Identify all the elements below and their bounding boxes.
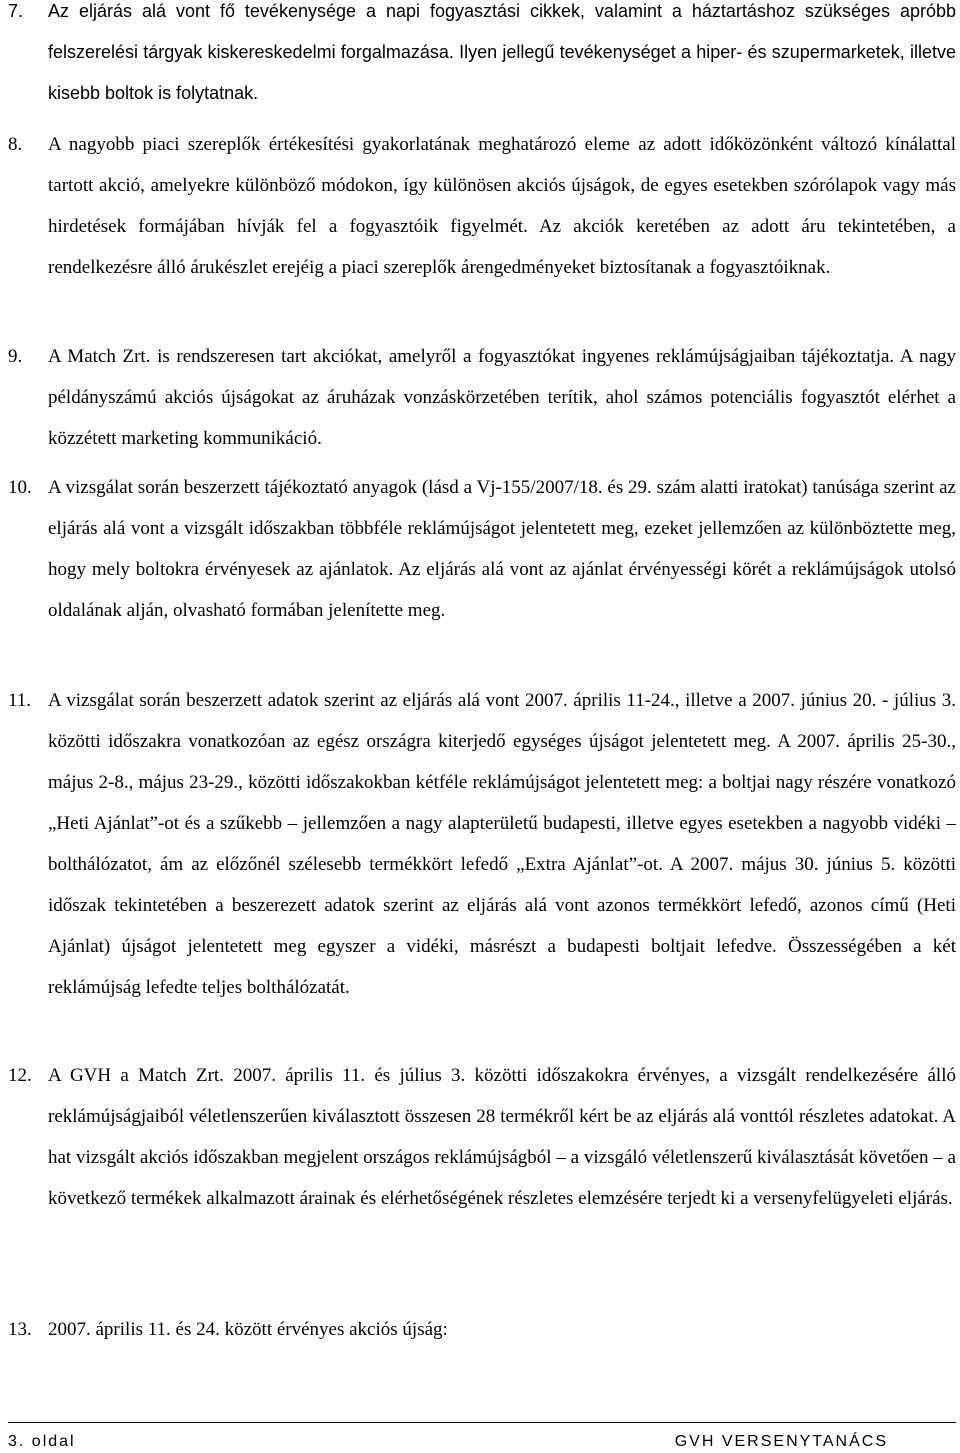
paragraph-text: A vizsgálat során beszerzett adatok szerint az eljárás alá vont 2007. április 11-24., illetve a 2007. június 20. - július 3. közötti időszakra vonatkozóan az egész országra kiterjedő egységes újságot jelentetett meg. A 2007. április 25-30., május 2-8., május 23-29., közötti időszakokban kétféle reklámújságot jelentetett meg: a boltjai nagy részére vonatkozó „Heti Ajánlat”-ot és a szűkebb – jellemzően a nagy alapterületű budapesti, illetve egyes esetekben a nagyobb vidéki – bolthálózatot, ám az előzőnél szélesebb termékkört lefedő „Extra Ajánlat”-ot. A 2007. május 30. június 5. közötti időszak tekintetében a beszerezett adatok szerint az eljárás alá vont azonos termékkört lefedő, azonos című (Heti Ajánlat) újságot jelentetett meg egyszer a vidéki, másrészt a budapesti boltjait lefedve. Összességében a két reklámújság lefedte teljes bolthálózatát. <box>48 690 956 998</box>
paragraph-text: A nagyobb piaci szereplők értékesítési gyakorlatának meghatározó eleme az adott időközönként változó kínálattal tartott akció, amelyekre különböző módokon, így különösen akciós újságok, de egyes esetekben szórólapok vagy más hirdetések formájában hívják fel a fogyasztóik figyelmét. Az akciók keretében az adott áru tekintetében, a rendelkezésre álló árukészlet erejéig a piaci szereplők árengedményeket biztosítanak a fogyasztóiknak. <box>48 134 956 278</box>
paragraph-11 <box>8 680 956 1008</box>
paragraph-12 <box>8 1055 956 1219</box>
paragraph-text: 2007. április 11. és 24. között érvényes akciós újság: <box>48 1319 448 1340</box>
paragraph-13 <box>8 1309 956 1350</box>
paragraph-text: Az eljárás alá vont fő tevékenysége a napi fogyasztási cikkek, valamint a háztartáshoz szükséges apróbb felszerelési tárgyak kiskereskedelmi forgalmazása. Ilyen jellegű tevékenységet a hiper- és szupermarketek, illetve kisebb boltok is folytatnak. <box>48 1 956 103</box>
paragraph-8 <box>8 124 956 288</box>
paragraph-number: 8. <box>8 134 23 155</box>
paragraph-number: 10. <box>8 477 32 498</box>
paragraph-text: A vizsgálat során beszerzett tájékoztató anyagok (lásd a Vj-155/2007/18. és 29. szám alatti iratokat) tanúsága szerint az eljárás alá vont a vizsgált időszakban többféle reklámújságot jelentetett meg, ezeket jellemzően az különböztette meg, hogy mely boltokra érvényesek az ajánlatok. Az eljárás alá vont az ajánlat érvényességi körét a reklámújságok utolsó oldalának alján, olvasható formában jelenítette meg. <box>48 477 956 621</box>
paragraph-10 <box>8 467 956 631</box>
paragraph-7 <box>8 0 956 114</box>
paragraph-text: A GVH a Match Zrt. 2007. április 11. és július 3. közötti időszakokra érvényes, a vizsgált rendelkezésére álló reklámújságjaiból véletlenszerűen kiválasztott összesen 28 termékről kért be az eljárás alá vonttól részletes adatokat. A hat vizsgált akciós időszakban megjelent országos reklámújságból – a vizsgáló véletlenszerű kiválasztását követően – a következő termékek alkalmazott árainak és elérhetőségének részletes elemzésére terjedt ki a versenyfelügyeleti eljárás. <box>48 1065 956 1209</box>
paragraph-text: A Match Zrt. is rendszeresen tart akciókat, amelyről a fogyasztókat ingyenes reklámújságjaiban tájékoztatja. A nagy példányszámú akciós újságokat az áruházak vonzáskörzetében terítik, ahol számos potenciális fogyasztót elérhet a közzétett marketing kommunikáció. <box>48 346 956 449</box>
paragraph-9 <box>8 336 956 459</box>
paragraph-number: 9. <box>8 346 23 367</box>
footer-divider <box>8 1422 956 1423</box>
paragraph-number: 11. <box>8 690 32 711</box>
paragraph-number: 12. <box>8 1065 32 1086</box>
footer-organization: GVH VERSENYTANÁCS <box>674 1433 888 1450</box>
footer-page-number: 3. oldal <box>8 1433 76 1450</box>
paragraph-number: 7. <box>8 1 24 21</box>
paragraph-number: 13. <box>8 1319 32 1340</box>
